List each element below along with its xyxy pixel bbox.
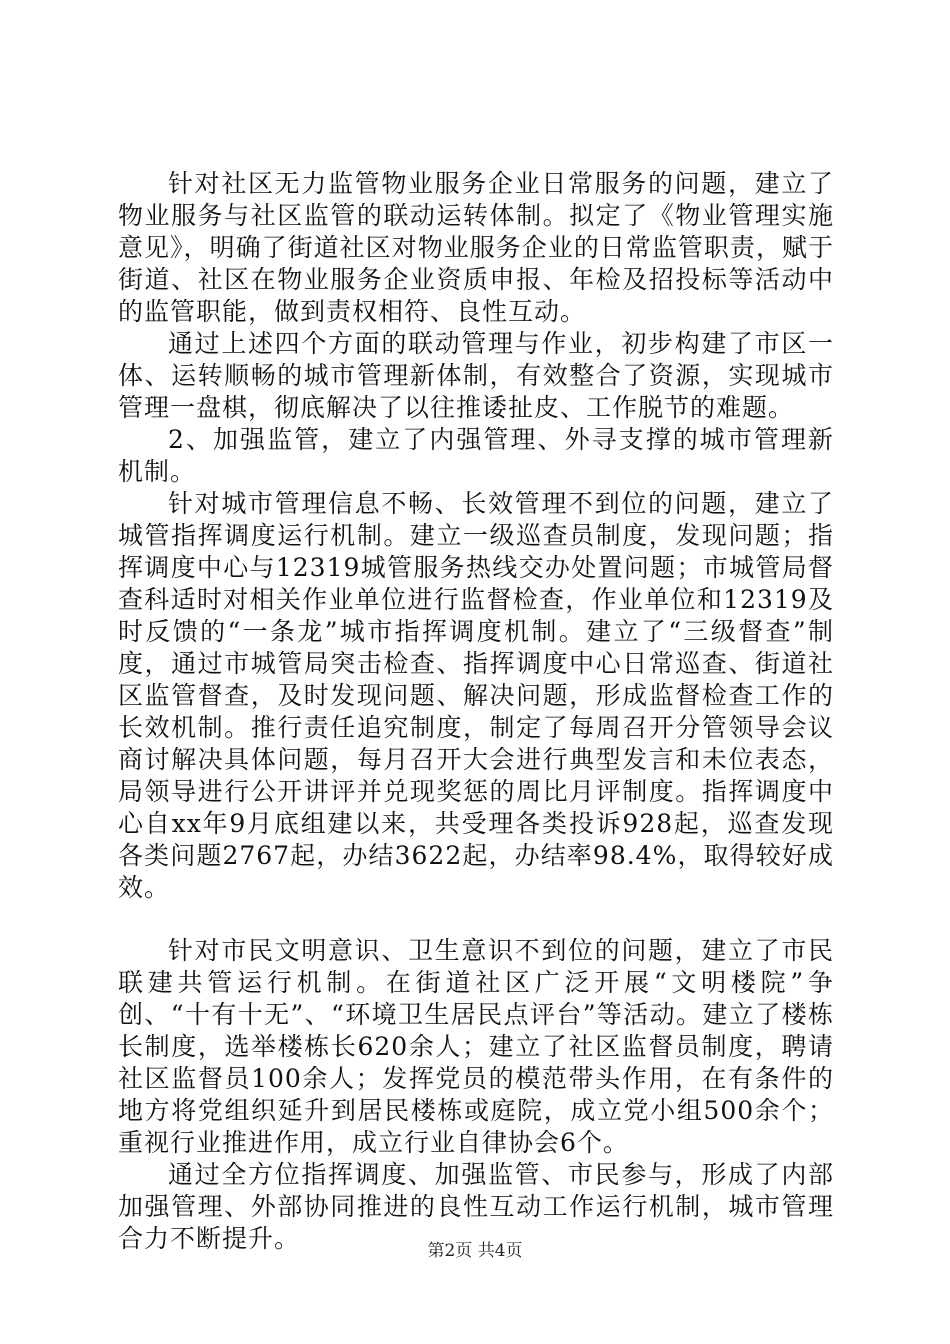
document-body <box>118 168 834 1255</box>
section-heading-strengthen-supervision: 2、加强监管，建立了内强管理、外寻支撑的城市管理新机制。 <box>118 425 834 486</box>
page-number-label: 第2页 共4页 <box>427 1241 523 1261</box>
paragraph-conclusion: 通过全方位指挥调度、加强监管、市民参与，形成了内部加强管理、外部协同推进的良性互动工作运行机制，城市管理合力不断提升。 <box>118 1160 834 1253</box>
page-footer <box>0 1240 950 1262</box>
paragraph-property-supervision: 针对社区无力监管物业服务企业日常服务的问题，建立了物业服务与社区监管的联动运转体制。拟定了《物业管理实施意见》，明确了街道社区对物业服务企业的日常监管职责，赋于街道、社区在物业服务企业资质申报、年检及招投标等活动中的监管职能，做到责权相符、良性互动。 <box>118 169 834 326</box>
paragraph-command-dispatch: 针对城市管理信息不畅、长效管理不到位的问题，建立了城管指挥调度运行机制。建立一级巡查员制度，发现问题；指挥调度中心与12319城管服务热线交办处置问题；市城管局督查科适时对相关作业单位进行监督检查，作业单位和12319及时反馈的“一条龙”城市指挥调度机制。建立了“三级督查”制度，通过市城管局突击检查、指挥调度中心日常巡查、街道社区监管督查，及时发现问题、解决问题，形成监督检查工作的长效机制。推行责任追究制度，制定了每周召开分管领导会议商讨解决具体问题，每月召开大会进行典型发言和未位表态，局领导进行公开讲评并兑现奖惩的周比月评制度。指挥调度中心自xx年9月底组建以来，共受理各类投诉928起，巡查发现各类问题2767起，办结3622起，办结率98.4%，取得较好成效。 <box>118 489 834 902</box>
paragraph-spacer <box>118 904 834 935</box>
paragraph-linked-management-summary: 通过上述四个方面的联动管理与作业，初步构建了市区一体、运转顺畅的城市管理新体制，有效整合了资源，实现城市管理一盘棋，彻底解决了以往推诿扯皮、工作脱节的难题。 <box>118 329 834 422</box>
paragraph-citizen-participation: 针对市民文明意识、卫生意识不到位的问题，建立了市民联建共管运行机制。在街道社区广泛开展“文明楼院”争创、“十有十无”、“环境卫生居民点评台”等活动。建立了楼栋长制度，选举楼栋长620余人；建立了社区监督员制度，聘请社区监督员100余人；发挥党员的模范带头作用，在有条件的地方将党组织延升到居民楼栋或庭院，成立党小组500余个；重视行业推进作用，成立行业自律协会6个。 <box>118 936 834 1157</box>
